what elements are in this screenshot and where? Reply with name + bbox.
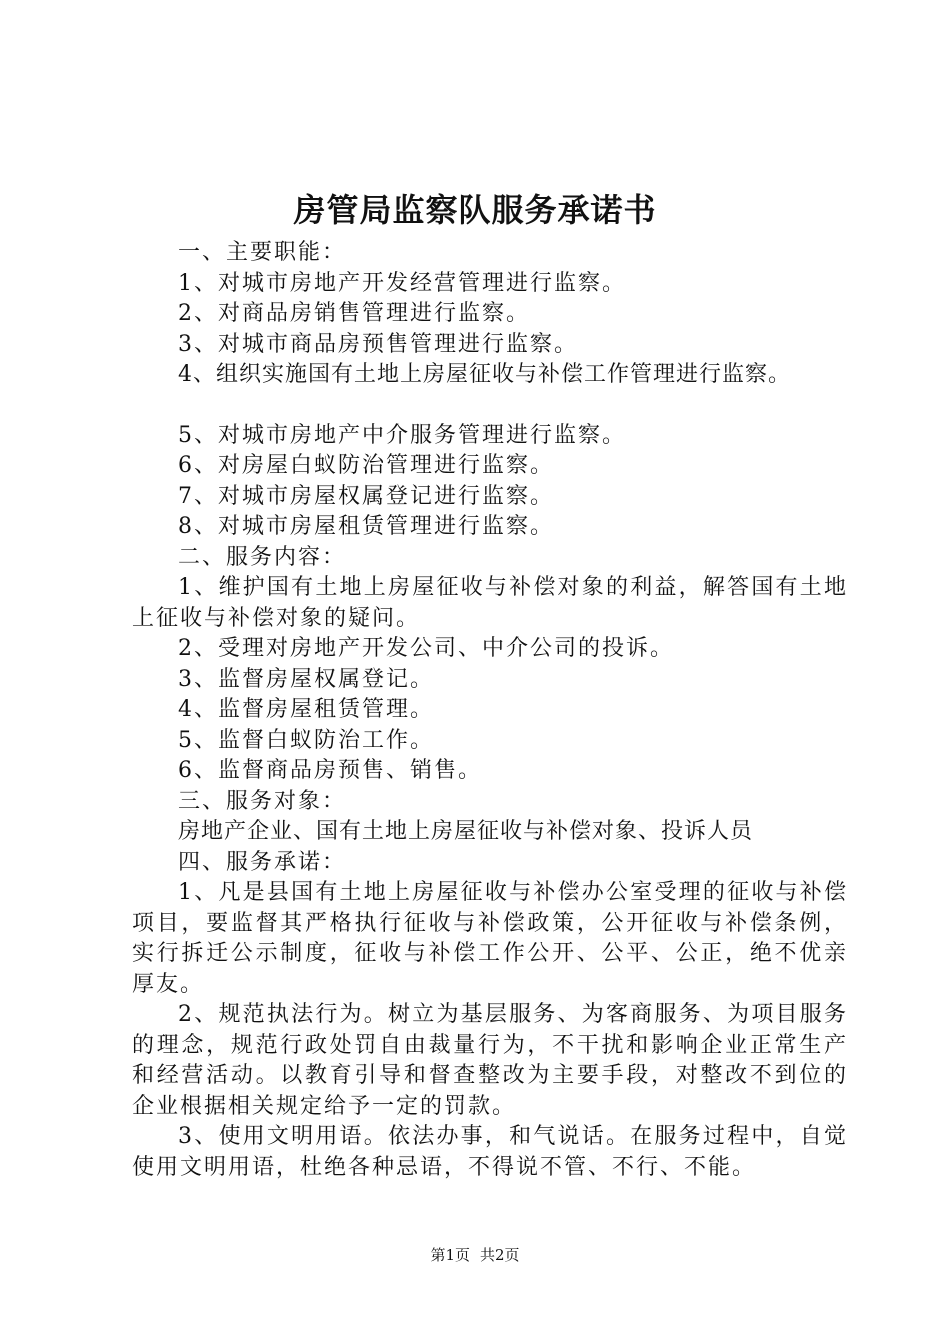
- section-heading-services: 二、服务内容：: [178, 544, 347, 570]
- service-item: 5、监督白蚁防治工作。: [178, 727, 434, 753]
- service-item: 1、维护国有土地上房屋征收与补偿对象的利益，解答国有土地上征收与补偿对象的疑问。: [132, 575, 848, 631]
- document-body: [132, 238, 848, 1183]
- commitment-item: 2、规范执法行为。树立为基层服务、为客商服务、为项目服务的理念，规范行政处罚自由裁量行为，不干扰和影响企业正常生产和经营活动。以教育引导和督查整改为主要手段，对整改不到位的企业根据相关规定给予一定的罚款。: [132, 1002, 848, 1119]
- service-item: 2、受理对房地产开发公司、中介公司的投诉。: [178, 636, 674, 661]
- document-title: 房管局监察队服务承诺书: [293, 191, 657, 229]
- function-item: 1、对城市房地产开发经营管理进行监察。: [178, 270, 626, 296]
- commitment-item: 3、使用文明用语。依法办事，和气说话。在服务过程中，自觉使用文明用语，杜绝各种忌语，不得说不管、不行、不能。: [132, 1124, 848, 1180]
- function-item: 6、对房屋白蚁防治管理进行监察。: [178, 453, 554, 478]
- page-total: 共2页: [480, 1246, 520, 1264]
- page-number: 第1页: [430, 1246, 470, 1264]
- service-item: 6、监督商品房预售、销售。: [178, 758, 482, 783]
- function-item: 2、对商品房销售管理进行监察。: [178, 301, 530, 326]
- commitment-item: 1、凡是县国有土地上房屋征收与补偿办公室受理的征收与补偿项目，要监督其严格执行征收与补偿政策，公开征收与补偿条例，实行拆迁公示制度，征收与补偿工作公开、公平、公正，绝不优亲厚友。: [132, 880, 848, 997]
- page-footer: [0, 1245, 950, 1265]
- section-heading-functions: 一、主要职能：: [178, 240, 347, 265]
- function-item: 5、对城市房地产中介服务管理进行监察。: [178, 422, 626, 448]
- target-description: 房地产企业、国有土地上房屋征收与补偿对象、投诉人员: [178, 819, 754, 844]
- function-item: 3、对城市商品房预售管理进行监察。: [178, 331, 578, 357]
- service-item: 3、监督房屋权属登记。: [178, 666, 434, 692]
- service-item: 4、监督房屋租赁管理。: [178, 697, 434, 722]
- section-heading-targets: 三、服务对象：: [178, 788, 347, 814]
- section-heading-commitments: 四、服务承诺：: [178, 849, 347, 875]
- function-item: 7、对城市房屋权属登记进行监察。: [178, 483, 554, 509]
- function-item: 8、对城市房屋租赁管理进行监察。: [178, 514, 554, 539]
- function-item: 4、组织实施国有土地上房屋征收与补偿工作管理进行监察。: [178, 362, 791, 387]
